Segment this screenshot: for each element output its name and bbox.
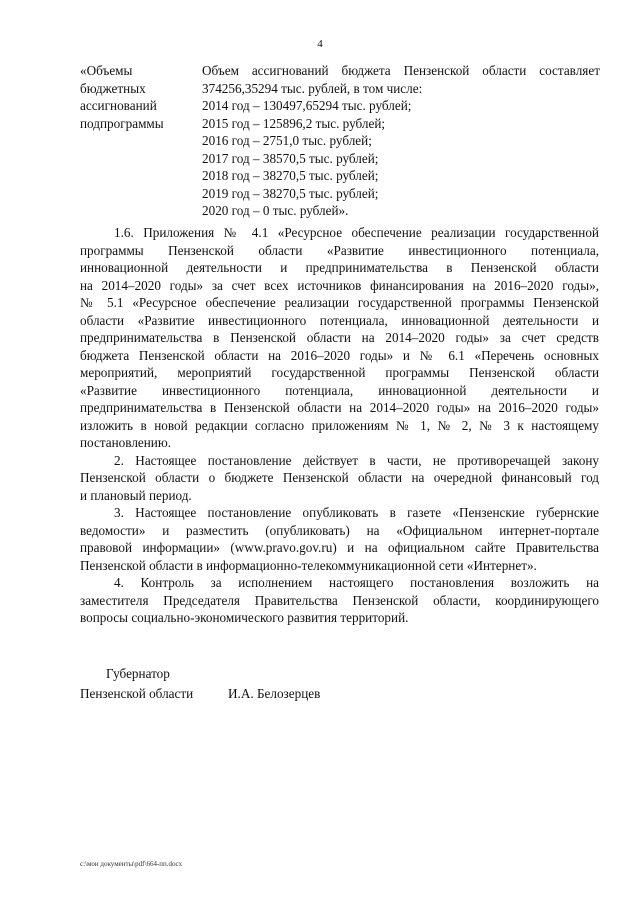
paragraph-line: программы Пензенской области «Развитие инвестиционного потенциала, bbox=[80, 242, 599, 258]
paragraph-line: вопросы социально-экономического развития территорий. bbox=[80, 610, 409, 625]
table-left-line: бюджетных bbox=[80, 80, 146, 96]
paragraph-line: бюджета Пензенской области на 2016–2020 годы» и № 6.1 «Перечень основных bbox=[80, 347, 599, 363]
paragraph-line: предпринимательства в Пензенской области на 2014–2020 годы» за счет средств bbox=[80, 330, 599, 345]
table-left-line: ассигнований bbox=[80, 98, 157, 113]
paragraph-line: мероприятий, мероприятий государственной программы Пензенской области bbox=[80, 365, 599, 380]
paragraph-2 bbox=[80, 452, 599, 505]
table-right-line: 2016 год – 2751,0 тыс. рублей; bbox=[202, 133, 372, 148]
table-left-line: «Объемы bbox=[80, 63, 133, 78]
page-number: 4 bbox=[317, 38, 323, 50]
paragraph-line: инновационной деятельности и предпринимательства в Пензенской области bbox=[80, 260, 599, 275]
table-right-cell bbox=[202, 62, 600, 220]
paragraph-line: предпринимательства в Пензенской области на 2014–2020 годы» на 2016–2020 годы» bbox=[80, 400, 599, 415]
paragraph-line: на 2014–2020 годы» за счет всех источников финансирования на 2016–2020 годы», bbox=[80, 277, 599, 293]
paragraph-line: ведомости» и разместить (опубликовать) на «Официальном интернет-портале bbox=[80, 522, 599, 538]
table-right-line: 374256,35294 тыс. рублей, в том числе: bbox=[202, 80, 423, 96]
signature-row bbox=[80, 684, 600, 704]
table-right-line: 2018 год – 38270,5 тыс. рублей; bbox=[202, 168, 379, 183]
document-body bbox=[80, 224, 599, 627]
paragraph-4 bbox=[80, 574, 599, 627]
table-left-cell bbox=[80, 62, 198, 132]
paragraph-line: и плановый период. bbox=[80, 487, 192, 503]
paragraph-line: Пензенской области о бюджете Пензенской области на очередной финансовый год bbox=[80, 470, 599, 485]
paragraph-3 bbox=[80, 504, 599, 574]
paragraph-line: 1.6. Приложения № 4.1 «Ресурсное обеспечение реализации государственной bbox=[114, 225, 599, 240]
table-right-line: 2015 год – 125896,2 тыс. рублей; bbox=[202, 115, 386, 131]
footer-file-path: c:\мои документы\pdf\664-пп.docx bbox=[80, 860, 183, 868]
paragraph-line: 4. Контроль за исполнением настоящего постановления возложить на bbox=[114, 575, 599, 590]
table-right-line: Объем ассигнований бюджета Пензенской области составляет bbox=[202, 63, 600, 78]
signature-org: Пензенской области bbox=[80, 686, 194, 701]
signature-name: И.А. Белозерцев bbox=[228, 686, 321, 701]
paragraph-line: 2. Настоящее постановление действует в части, не противоречащей закону bbox=[114, 452, 599, 468]
paragraph-line: постановлению. bbox=[80, 435, 172, 450]
paragraph-line: правовой информации» (www.pravo.gov.ru) и на официальном сайте Правительства bbox=[80, 540, 599, 555]
table-right-line: 2019 год – 38270,5 тыс. рублей; bbox=[202, 185, 379, 201]
table-left-line: подпрограммы bbox=[80, 115, 164, 131]
paragraph-line: «Развитие инвестиционного потенциала, инновационной деятельности и bbox=[80, 382, 599, 398]
paragraph-line: № 5.1 «Ресурсное обеспечение реализации государственной программы Пензенской bbox=[80, 295, 599, 310]
paragraph-line: заместителя Председателя Правительства Пензенской области, координирующего bbox=[80, 592, 599, 608]
paragraph-line: Пензенской области в информационно-телекоммуникационной сети «Интернет». bbox=[80, 557, 537, 573]
signature-title: Губернатор bbox=[106, 666, 170, 681]
table-right-line: 2017 год – 38570,5 тыс. рублей; bbox=[202, 150, 379, 166]
signature-block bbox=[80, 664, 600, 704]
table-right-line: 2020 год – 0 тыс. рублей». bbox=[202, 203, 349, 218]
paragraph-line: области «Развитие инвестиционного потенциала, инновационной деятельности и bbox=[80, 312, 599, 328]
paragraph-line: изложить в новой редакции согласно приложениям № 1, № 2, № 3 к настоящему bbox=[80, 417, 599, 433]
table-right-line: 2014 год – 130497,65294 тыс. рублей; bbox=[202, 98, 412, 113]
paragraph-line: 3. Настоящее постановление опубликовать в газете «Пензенские губернские bbox=[114, 505, 599, 520]
paragraph-1-6 bbox=[80, 224, 599, 452]
